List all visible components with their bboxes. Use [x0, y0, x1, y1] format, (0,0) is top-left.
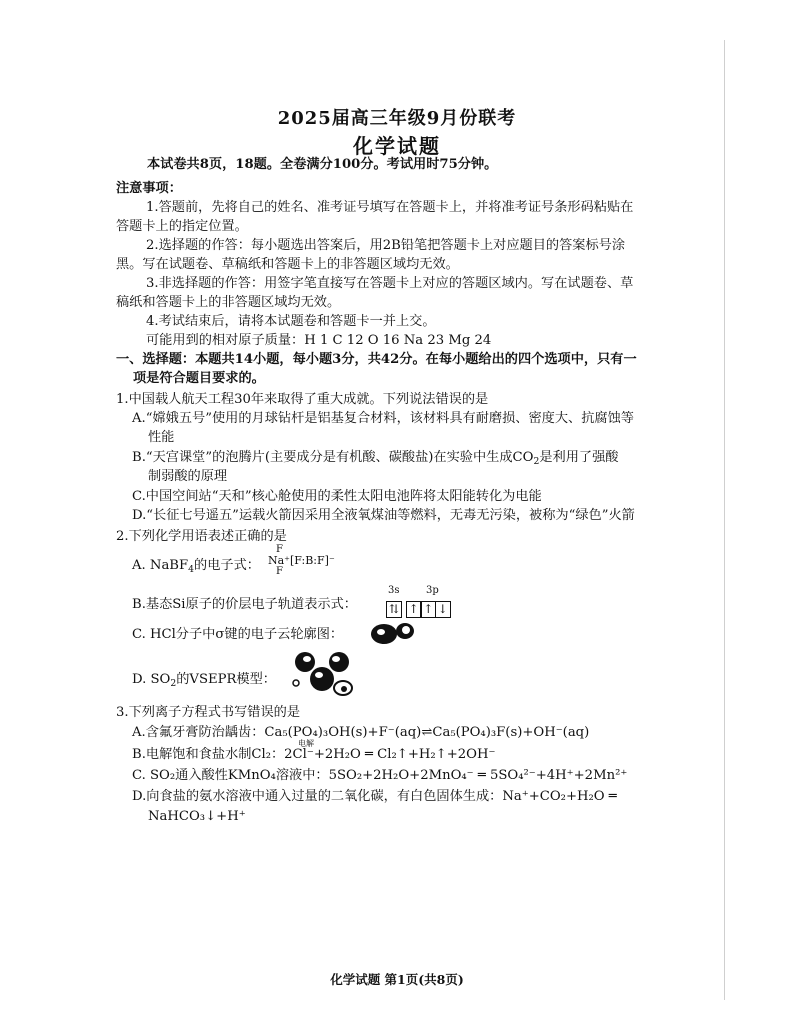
q1-option-b-cont: 制弱酸的原理 [148, 469, 228, 484]
orbital-diagram [386, 585, 449, 618]
notice-line: 1.答题前，先将自己的姓名、准考证号填写在答题卡上，并将准考证号条形码粘贴在 [146, 200, 634, 215]
orbital-box: ↓ [435, 601, 451, 618]
formula-top: F [276, 544, 283, 555]
orbital-3p-label: 3p [426, 585, 439, 596]
q2-option-d-text: D. SO [132, 672, 171, 687]
formula-mid: Na⁺[F:B:F]⁻ [268, 554, 335, 567]
electron-formula [268, 545, 335, 577]
q1-option-b-tail: 是利用了强酸 [539, 450, 619, 465]
q3-option-a: A.含氟牙膏防治龋齿：Ca₅(PO₄)₃OH(s)+F⁻(aq)⇌Ca₅(PO₄)₃F(s)+OH⁻(aq) [132, 725, 590, 740]
orbital-box: ↑ [406, 601, 422, 618]
q2-option-a-sub: 4 [188, 564, 195, 575]
q2-option-b: B.基态Si原子的价层电子轨道表示式： [132, 597, 357, 612]
orbital-box: ↑ [420, 601, 436, 618]
orbital-3s-label: 3s [388, 585, 400, 596]
orbital-box: ⇅ [386, 601, 402, 618]
electrolysis-label: 电解 [298, 739, 314, 748]
q1-option-b-text: B.“天宫课堂”的泡腾片(主要成分是有机酸、碳酸盐)在实验中生成CO [132, 450, 534, 465]
q3-option-c: C. SO₂通入酸性KMnO₄溶液中：5SO₂+2H₂O+2MnO₄⁻ ═ 5SO₄²⁻+4H⁺+2Mn²⁺ [132, 768, 628, 783]
exam-title: 2025届高三年级9月份联考 [277, 108, 517, 129]
vsepr-model-icon [292, 648, 354, 698]
q3-option-d-cont: NaHCO₃↓+H⁺ [148, 809, 246, 824]
notice-heading: 注意事项： [116, 181, 182, 196]
q2-option-a-text: A. NaBF [132, 558, 189, 573]
margin-rule [724, 40, 725, 1000]
atomic-masses: 可能用到的相对原子质量：H 1 C 12 O 16 Na 23 Mg 24 [146, 333, 492, 348]
q1-option-a-cont: 性能 [148, 430, 175, 445]
q2-option-d [132, 671, 276, 693]
q2-option-d-sub: 2 [170, 678, 177, 689]
q2-option-a [132, 557, 260, 579]
q3-option-d: D.向食盐的氨水溶液中通入过量的二氧化碳，有白色固体生成：Na⁺+CO₂+H₂O ═ [132, 789, 617, 804]
page-footer: 化学试题 第1页(共8页) [330, 972, 464, 987]
notice-line: 稿纸和答题卡上的非答题区域均无效。 [116, 295, 341, 310]
q2-option-a-tail: 的电子式： [194, 558, 260, 573]
notice-line: 2.选择题的作答：每小题选出答案后，用2B铅笔把答题卡上对应题目的答案标号涂 [146, 238, 626, 253]
q1-stem: 1.中国载人航天工程30年来取得了重大成就。下列说法错误的是 [116, 392, 489, 407]
q1-option-a: A.“嫦娥五号”使用的月球钻杆是铝基复合材料，该材料具有耐磨损、密度大、抗腐蚀等 [132, 411, 634, 426]
exam-subject: 化学试题 [353, 134, 441, 158]
q1-option-b-sub: 2 [533, 456, 540, 467]
notice-line: 黑。写在试题卷、草稿纸和答题卡上的非答题区域均无效。 [116, 257, 459, 272]
notice-line: 答题卡上的指定位置。 [116, 219, 248, 234]
q2-stem: 2.下列化学用语表述正确的是 [116, 529, 287, 544]
q1-option-c: C.中国空间站“天和”核心舱使用的柔性太阳电池阵将太阳能转化为电能 [132, 489, 542, 504]
q2-option-d-tail: 的VSEPR模型： [176, 672, 276, 687]
q2-option-c: C. HCl分子中σ键的电子云轮廓图： [132, 627, 344, 642]
formula-bottom: F [276, 566, 283, 577]
q3-stem: 3.下列离子方程式书写错误的是 [116, 705, 301, 720]
q1-option-d: D.“长征七号遥五”运载火箭因采用全液氧煤油等燃料，无毒无污染，被称为“绿色”火箭 [132, 508, 635, 523]
q3-option-b: B.电解饱和食盐水制Cl₂：2Cl⁻+2H₂O ═ Cl₂↑+H₂↑+2OH⁻ [132, 747, 496, 762]
intro-line: 本试卷共8页，18题。全卷满分100分。考试用时75分钟。 [147, 157, 498, 172]
notice-line: 3.非选择题的作答：用签字笔直接写在答题卡上对应的答题区域内。写在试题卷、草 [146, 276, 634, 291]
section-heading: 项是符合题目要求的。 [133, 371, 265, 386]
sigma-bond-cloud-icon [368, 619, 418, 647]
notice-line: 4.考试结束后，请将本试题卷和答题卡一并上交。 [146, 314, 436, 329]
section-heading: 一、选择题：本题共14小题，每小题3分，共42分。在每小题给出的四个选项中，只有一 [116, 352, 637, 367]
